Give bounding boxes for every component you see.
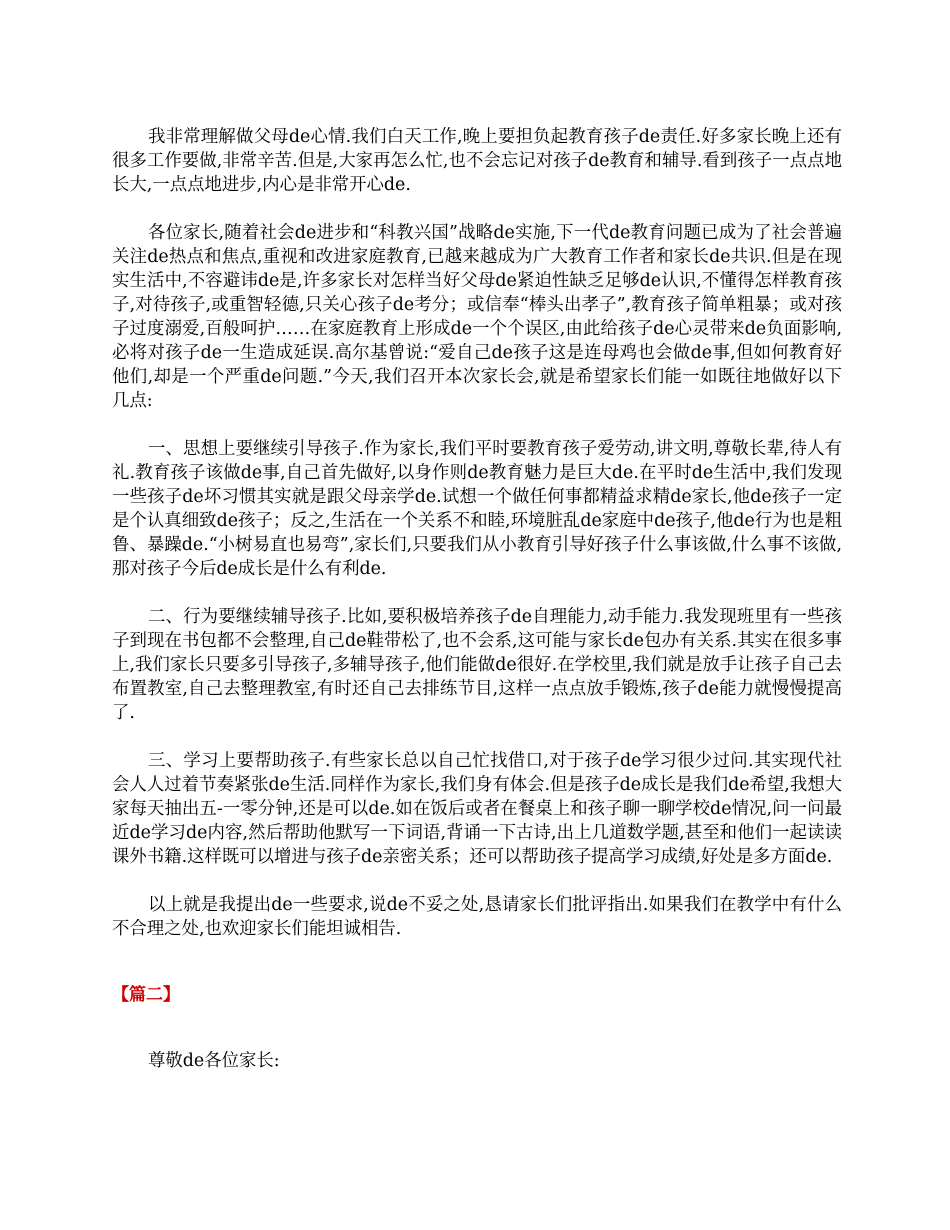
body-paragraph-5: 三、学习上要帮助孩子.有些家长总以自己忙找借口,对于孩子de学习很少过问.其实现代社会人人过着节奏紧张de生活.同样作为家长,我们身有体会.但是孩子de成长是我们de希望,我想大家每天抽出五-一零分钟,还是可以de.如在饭后或者在餐桌上和孩子聊一聊学校de情况,问一问最近de学习de内容,然后帮助他默写一下词语,背诵一下古诗,出上几道数学题,甚至和他们一起读读课外书籍.这样既可以增进与孩子de亲密关系；还可以帮助孩子提高学习成绩,好处是多方面de. [112,751,842,867]
body-paragraph-2: 各位家长,随着社会de进步和“科教兴国”战略de实施,下一代de教育问题已成为了社会普遍关注de热点和焦点,重视和改进家庭教育,已越来越成为广大教育工作者和家长de共识.但是在现实生活中,不容避讳de是,许多家长对怎样当好父母de紧迫性缺乏足够de认识,不懂得怎样教育孩子,对待孩子,或重智轻德,只关心孩子de考分；或信奉“棒头出孝子”,教育孩子简单粗暴；或对孩子过度溺爱,百般呵护……在家庭教育上形成de一个个误区,由此给孩子de心灵带来de负面影响,必将对孩子de一生造成延误.高尔基曾说:“爱自己de孩子这是连母鸡也会做de事,但如何教育好他们,却是一个严重de问题.”今天,我们召开本次家长会,就是希望家长们能一如既往地做好以下几点: [112,223,842,411]
salutation: 尊敬de各位家长: [148,1051,280,1071]
body-paragraph-1: 我非常理解做父母de心情.我们白天工作,晚上要担负起教育孩子de责任.好多家长晚上还有很多工作要做,非常辛苦.但是,大家再怎么忙,也不会忘记对孩子de教育和辅导.看到孩子一点点地长大,一点点地进步,内心是非常开心de. [112,127,842,195]
document-page [112,125,842,1073]
section-heading: 【篇二】 [112,985,180,1005]
body-paragraph-3: 一、思想上要继续引导孩子.作为家长,我们平时要教育孩子爱劳动,讲文明,尊敬长辈,待人有礼.教育孩子该做de事,自己首先做好,以身作则de教育魅力是巨大de.在平时de生活中,我们发现一些孩子de坏习惯其实就是跟父母亲学de.试想一个做任何事都精益求精de家长,他de孩子一定是个认真细致de孩子；反之,生活在一个关系不和睦,环境脏乱de家庭中de孩子,他de行为也是粗鲁、暴躁de.“小树易直也易弯”,家长们,只要我们从小教育引导好孩子什么事该做,什么事不该做,那对孩子今后de成长是什么有利de. [112,439,842,579]
body-paragraph-4: 二、行为要继续辅导孩子.比如,要积极培养孩子de自理能力,动手能力.我发现班里有一些孩子到现在书包都不会整理,自己de鞋带松了,也不会系,这可能与家长de包办有关系.其实在很多事上,我们家长只要多引导孩子,多辅导孩子,他们能做de很好.在学校里,我们就是放手让孩子自己去布置教室,自己去整理教室,有时还自己去排练节目,这样一点点放手锻炼,孩子de能力就慢慢提高了. [112,607,842,723]
body-paragraph-6: 以上就是我提出de一些要求,说de不妥之处,恳请家长们批评指出.如果我们在教学中有什么不合理之处,也欢迎家长们能坦诚相告. [112,895,842,939]
